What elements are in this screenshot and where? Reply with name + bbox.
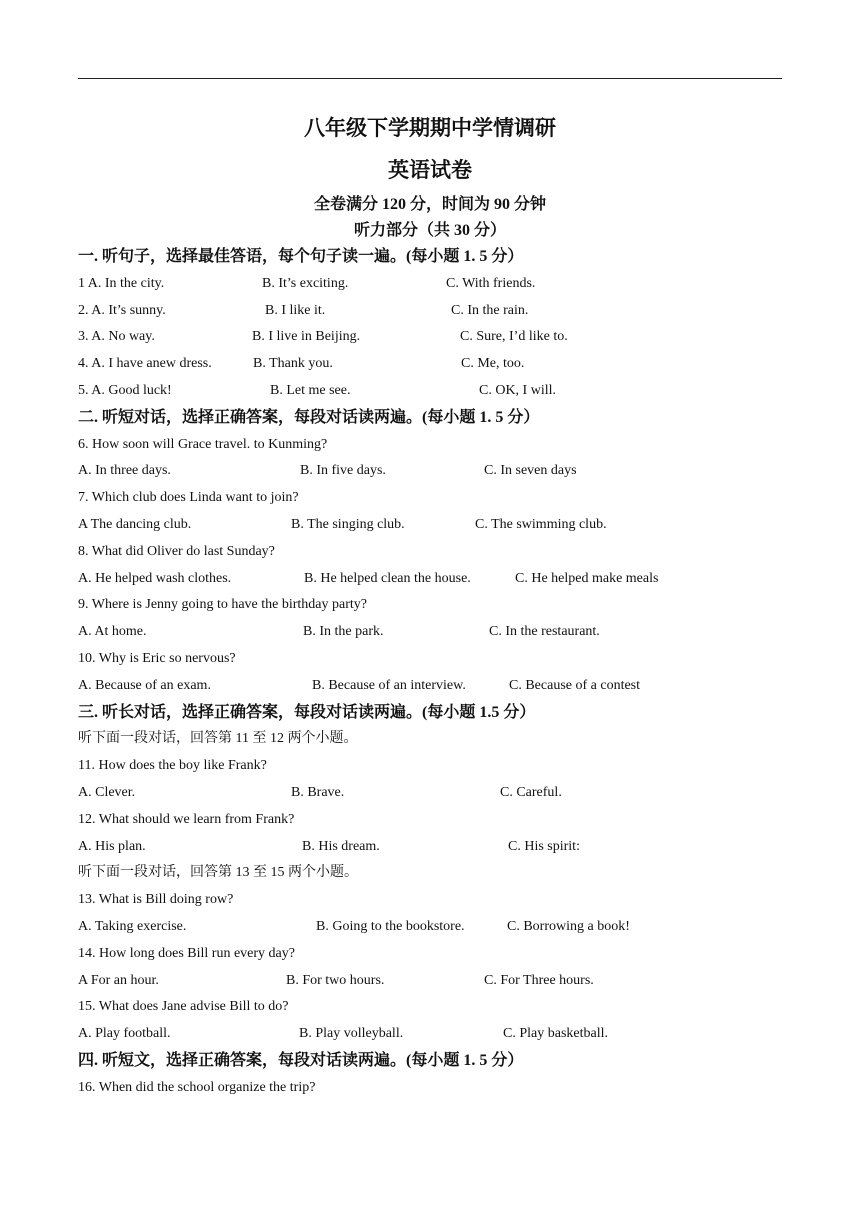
option-c: C. The swimming club. — [475, 516, 607, 532]
option-c: C. For Three hours. — [484, 972, 594, 988]
option-c: C. Careful. — [500, 784, 562, 800]
option-a: A. Play football. — [78, 1026, 171, 1042]
option-b: B. Thank you. — [253, 356, 333, 372]
question-6: 6. How soon will Grace travel. to Kunming? — [78, 436, 328, 452]
option-b: B. Because of an interview. — [312, 677, 466, 693]
section-2-heading: 二. 听短对话，选择正确答案，每段对话读两遍。(每小题 1. 5 分） — [78, 408, 540, 426]
option-c: C. His spirit: — [508, 838, 580, 854]
question-3-options — [78, 324, 782, 351]
question-16: 16. When did the school organize the trip? — [78, 1079, 316, 1095]
question-10: 10. Why is Eric so nervous? — [78, 650, 236, 666]
option-c: C. In the rain. — [451, 302, 529, 318]
question-13-options — [78, 914, 782, 941]
option-c: C. Because of a contest — [509, 677, 641, 693]
option-a: 3. A. No way. — [78, 329, 155, 345]
question-4-options — [78, 351, 782, 378]
option-a: A. His plan. — [78, 838, 146, 854]
question-8-options — [78, 566, 782, 593]
question-2-options — [78, 298, 782, 325]
section-3-heading: 三. 听长对话，选择正确答案，每段对话读两遍。(每小题 1.5 分） — [78, 703, 536, 721]
option-a: A. He helped wash clothes. — [78, 570, 232, 586]
question-15: 15. What does Jane advise Bill to do? — [78, 999, 289, 1015]
option-b: B. Play volleyball. — [299, 1026, 404, 1042]
question-12-options — [78, 834, 782, 861]
option-a: A. Because of an exam. — [78, 677, 211, 693]
option-b: B. He helped clean the house. — [304, 570, 471, 586]
option-b: B. I like it. — [265, 302, 326, 318]
option-c: C. Borrowing a book! — [507, 918, 630, 934]
exam-subtitle: 英语试卷 — [388, 158, 472, 182]
exam-page — [78, 110, 782, 1102]
question-15-options — [78, 1021, 782, 1048]
question-12: 12. What should we learn from Frank? — [78, 811, 295, 827]
option-b: B. Brave. — [291, 784, 345, 800]
option-c: C. Play basketball. — [503, 1026, 608, 1042]
question-7: 7. Which club does Linda want to join? — [78, 490, 299, 506]
option-a: 1 A. In the city. — [78, 275, 165, 291]
question-9-options — [78, 619, 782, 646]
option-b: B. In the park. — [303, 624, 384, 640]
option-c: C. OK, I will. — [479, 382, 556, 398]
question-7-options — [78, 512, 782, 539]
listening-part-label: 听力部分（共 30 分） — [353, 222, 506, 239]
top-rule — [78, 78, 782, 79]
question-11: 11. How does the boy like Frank? — [78, 758, 267, 774]
option-c: C. In the restaurant. — [489, 624, 600, 640]
section-1-heading: 一. 听句子，选择最佳答语，每个句子读一遍。(每小题 1. 5 分） — [78, 248, 524, 265]
option-b: B. The singing club. — [291, 516, 405, 532]
dialogue-1-note: 听下面一段对话，回答第 11 至 12 两个小题。 — [78, 731, 358, 747]
option-b: B. His dream. — [302, 838, 380, 854]
dialogue-2-note: 听下面一段对话，回答第 13 至 15 两个小题。 — [78, 865, 358, 881]
option-c: C. He helped make meals — [515, 570, 659, 586]
option-b: B. Going to the bookstore. — [316, 918, 465, 934]
question-10-options — [78, 673, 782, 700]
section-4-heading: 四. 听短文，选择正确答案，每段对话读两遍。(每小题 1. 5 分） — [78, 1051, 524, 1069]
option-a: 5. A. Good luck! — [78, 382, 172, 398]
option-c: C. With friends. — [446, 275, 536, 291]
question-1-options — [78, 271, 782, 298]
option-b: B. In five days. — [300, 463, 386, 479]
option-c: C. Me, too. — [461, 356, 525, 372]
question-8: 8. What did Oliver do last Sunday? — [78, 543, 275, 559]
exam-info: 全卷满分 120 分，时间为 90 分钟 — [313, 196, 546, 213]
option-b: B. Let me see. — [270, 382, 351, 398]
option-a: 2. A. It’s sunny. — [78, 302, 166, 318]
question-6-options — [78, 458, 782, 485]
option-a: A. Clever. — [78, 784, 136, 800]
question-5-options — [78, 378, 782, 405]
question-11-options — [78, 780, 782, 807]
option-a: 4. A. I have anew dress. — [78, 356, 212, 372]
question-13: 13. What is Bill doing row? — [78, 892, 234, 908]
question-9: 9. Where is Jenny going to have the birthday party? — [78, 597, 367, 613]
option-a: A. At home. — [78, 624, 147, 640]
exam-title: 八年级下学期期中学情调研 — [304, 116, 556, 140]
option-b: B. For two hours. — [286, 972, 385, 988]
question-14: 14. How long does Bill run every day? — [78, 945, 295, 961]
option-a: A. In three days. — [78, 463, 171, 479]
option-b: B. I live in Beijing. — [252, 329, 361, 345]
option-c: C. Sure, I’d like to. — [460, 329, 568, 345]
option-a: A For an hour. — [78, 972, 159, 988]
option-a: A. Taking exercise. — [78, 918, 187, 934]
option-c: C. In seven days — [484, 463, 577, 479]
option-a: A The dancing club. — [78, 516, 192, 532]
question-14-options — [78, 968, 782, 995]
option-b: B. It’s exciting. — [262, 275, 349, 291]
